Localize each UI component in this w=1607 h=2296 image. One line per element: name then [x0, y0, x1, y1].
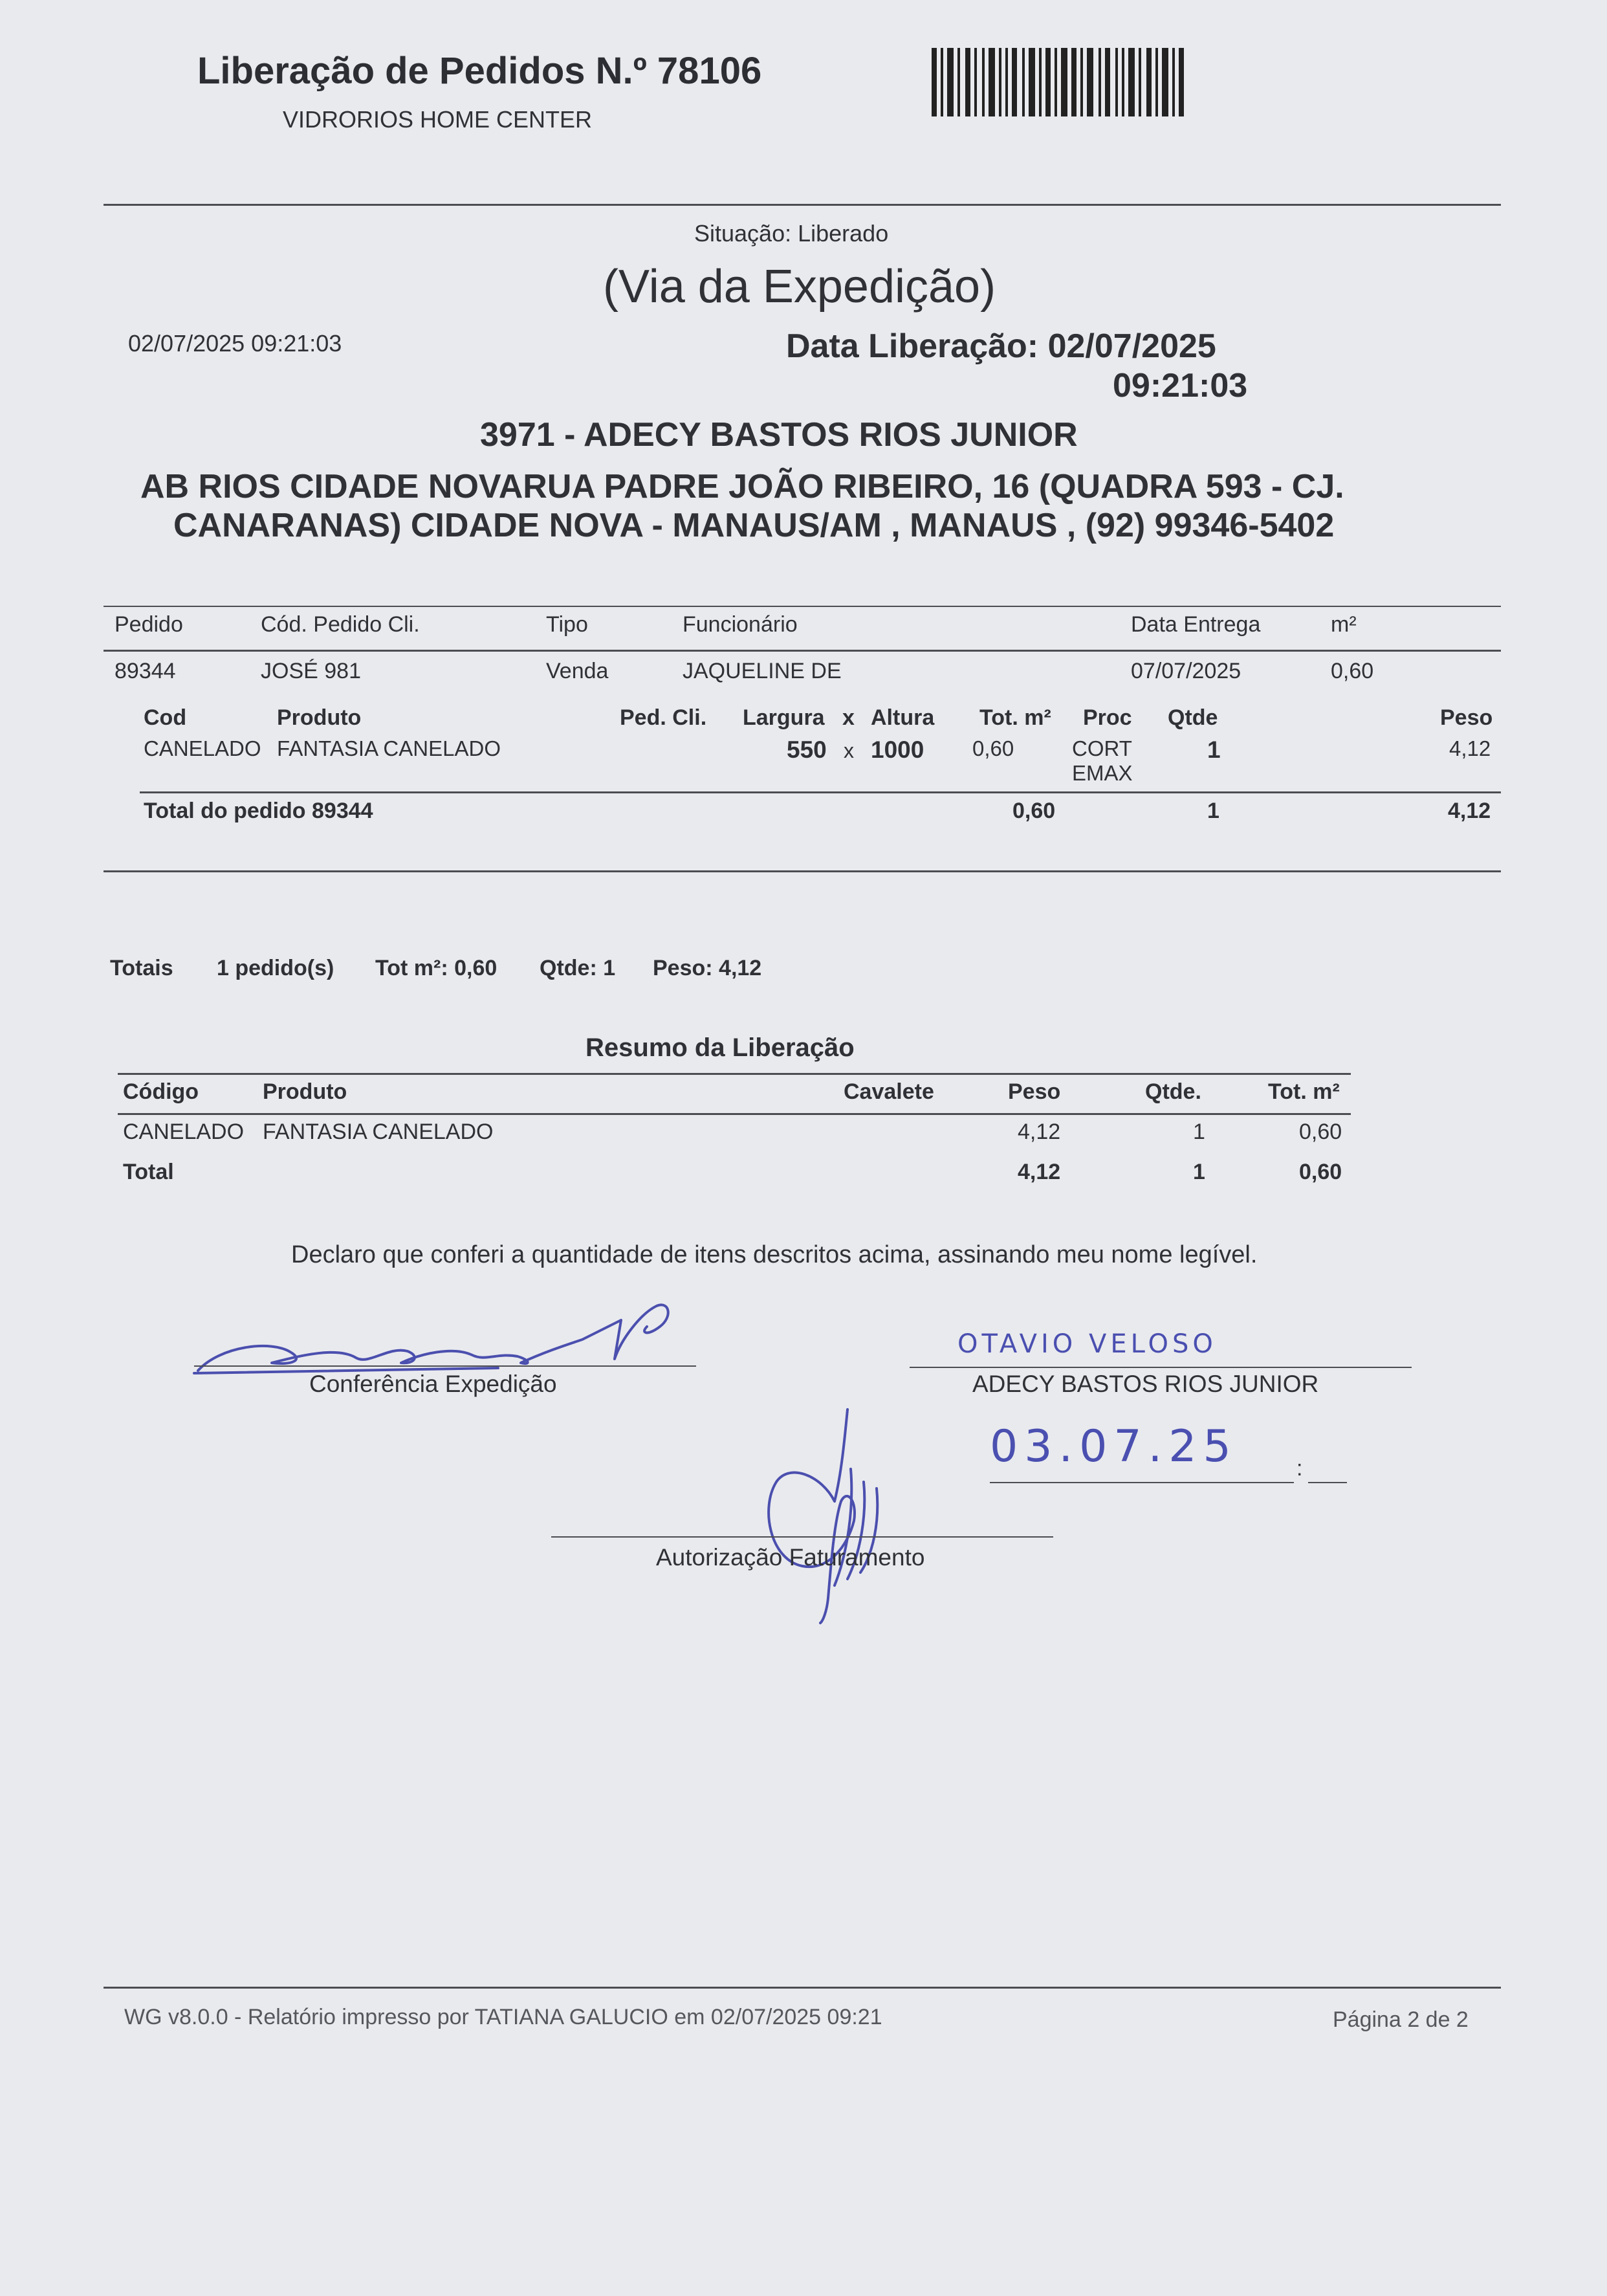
summary-col-codigo: Código: [123, 1079, 199, 1104]
col-tipo: Tipo: [546, 612, 588, 637]
item-altura: 1000: [871, 736, 924, 763]
summary-row-codigo: CANELADO: [123, 1120, 245, 1144]
summary-total-qtde: 1: [1193, 1160, 1205, 1184]
item-tot-m2: 0,60: [972, 736, 1014, 760]
items-col-produto: Produto: [277, 705, 362, 730]
order-total-m2: 0,60: [1012, 799, 1056, 823]
col-data-entrega: Data Entrega: [1131, 612, 1261, 637]
item-total-divider: [140, 791, 1501, 793]
items-col-cod: Cod: [144, 705, 187, 730]
items-col-x: x: [842, 705, 855, 730]
footer-page-number: Página 2 de 2: [1333, 2007, 1469, 2032]
item-largura: 550: [787, 736, 827, 763]
table-top-border: [104, 606, 1501, 607]
items-col-largura: Largura: [743, 705, 825, 730]
summary-col-peso: Peso: [1008, 1079, 1061, 1104]
totals-label: Totais: [110, 956, 173, 980]
order-total-label: Total do pedido 89344: [144, 799, 373, 823]
item-cod: CANELADO: [144, 736, 261, 760]
summary-total-peso: 4,12: [1018, 1160, 1061, 1184]
data-liberacao-time: 09:21:03: [1113, 367, 1248, 404]
summary-row-produto: FANTASIA CANELADO: [263, 1120, 494, 1144]
client-label: ADECY BASTOS RIOS JUNIOR: [972, 1371, 1319, 1397]
client-address-line1: AB RIOS CIDADE NOVARUA PADRE JOÃO RIBEIRO, 16 (QUADRA 593 - CJ.: [140, 468, 1344, 505]
summary-col-tot-m2: Tot. m²: [1268, 1079, 1340, 1104]
summary-col-qtde: Qtde.: [1145, 1079, 1201, 1104]
totals-tot-m2: Tot m²: 0,60: [375, 956, 497, 980]
col-pedido: Pedido: [115, 612, 183, 637]
order-total-peso: 4,12: [1448, 799, 1491, 823]
table-header-border: [104, 650, 1501, 652]
footer-printed-by: WG v8.0.0 - Relatório impresso por TATIANA GALUCIO em 02/07/2025 09:21: [124, 2005, 882, 2029]
client-address-line2: CANARANAS) CIDADE NOVA - MANAUS/AM , MANAUS , (92) 99346-5402: [173, 507, 1335, 544]
row-funcionario: JAQUELINE DE: [683, 659, 842, 683]
divider: [104, 870, 1501, 872]
via-label: (Via da Expedição): [603, 261, 996, 313]
conferencia-signature-line: [194, 1365, 696, 1367]
summary-row-qtde: 1: [1193, 1120, 1205, 1144]
autorizacao-signature-line: [551, 1536, 1053, 1538]
item-qtde: 1: [1207, 736, 1221, 763]
items-col-ped-cli: Ped. Cli.: [620, 705, 707, 730]
document-title: Liberação de Pedidos N.º 78106: [197, 50, 762, 92]
declaration-text: Declaro que conferi a quantidade de itens descritos acima, assinando meu nome legível.: [291, 1241, 1258, 1268]
handwritten-date: 03.07.25: [990, 1421, 1238, 1472]
summary-header-border: [118, 1113, 1351, 1115]
client-signature-line: [910, 1367, 1412, 1368]
row-tipo: Venda: [546, 659, 609, 683]
conferencia-signature: [194, 1301, 699, 1378]
summary-col-produto: Produto: [263, 1079, 347, 1104]
totals-pedidos: 1 pedido(s): [217, 956, 334, 980]
divider: [104, 204, 1501, 206]
totals-qtde: Qtde: 1: [540, 956, 616, 980]
summary-col-cavalete: Cavalete: [844, 1079, 934, 1104]
items-col-proc: Proc: [1083, 705, 1132, 730]
client-name: 3971 - ADECY BASTOS RIOS JUNIOR: [480, 416, 1078, 454]
footer-divider: [104, 1987, 1501, 1989]
totals-peso: Peso: 4,12: [653, 956, 762, 980]
data-liberacao: Data Liberação: 02/07/2025: [786, 327, 1216, 365]
item-proc-line2: EMAX: [1072, 761, 1133, 785]
order-total-qtde: 1: [1207, 799, 1219, 823]
print-datetime: 02/07/2025 09:21:03: [128, 330, 342, 357]
summary-top-border: [118, 1073, 1351, 1075]
summary-row-peso: 4,12: [1018, 1120, 1061, 1144]
autorizacao-signature: [750, 1404, 893, 1624]
situacao-label: Situação: Liberado: [694, 220, 889, 247]
summary-row-tot-m2: 0,60: [1299, 1120, 1342, 1144]
col-cod-pedido-cli: Cód. Pedido Cli.: [261, 612, 420, 637]
items-col-peso: Peso: [1440, 705, 1493, 730]
row-pedido: 89344: [115, 659, 176, 683]
summary-total-label: Total: [123, 1160, 174, 1184]
items-col-qtde: Qtde: [1168, 705, 1218, 730]
col-m2: m²: [1331, 612, 1357, 637]
barcode-icon: [932, 48, 1184, 116]
time-line: [1308, 1482, 1347, 1483]
conferencia-label: Conferência Expedição: [309, 1371, 557, 1397]
col-funcionario: Funcionário: [683, 612, 798, 637]
row-m2: 0,60: [1331, 659, 1374, 683]
company-name: VIDRORIOS HOME CENTER: [283, 106, 593, 133]
items-col-tot-m2: Tot. m²: [979, 705, 1051, 730]
summary-title: Resumo da Liberação: [585, 1033, 855, 1062]
time-separator: :: [1296, 1456, 1303, 1481]
item-peso: 4,12: [1449, 736, 1491, 760]
item-proc-line1: CORT: [1072, 736, 1132, 760]
client-handwritten-name: OTAVIO VELOSO: [957, 1329, 1217, 1359]
autorizacao-label: Autorização Faturamento: [656, 1544, 925, 1571]
item-x: x: [844, 739, 854, 762]
date-line: [990, 1482, 1294, 1483]
summary-total-tot-m2: 0,60: [1299, 1160, 1342, 1184]
items-col-altura: Altura: [871, 705, 935, 730]
row-data-entrega: 07/07/2025: [1131, 659, 1241, 683]
row-cod-pedido-cli: JOSÉ 981: [261, 659, 361, 683]
item-produto: FANTASIA CANELADO: [277, 736, 501, 760]
